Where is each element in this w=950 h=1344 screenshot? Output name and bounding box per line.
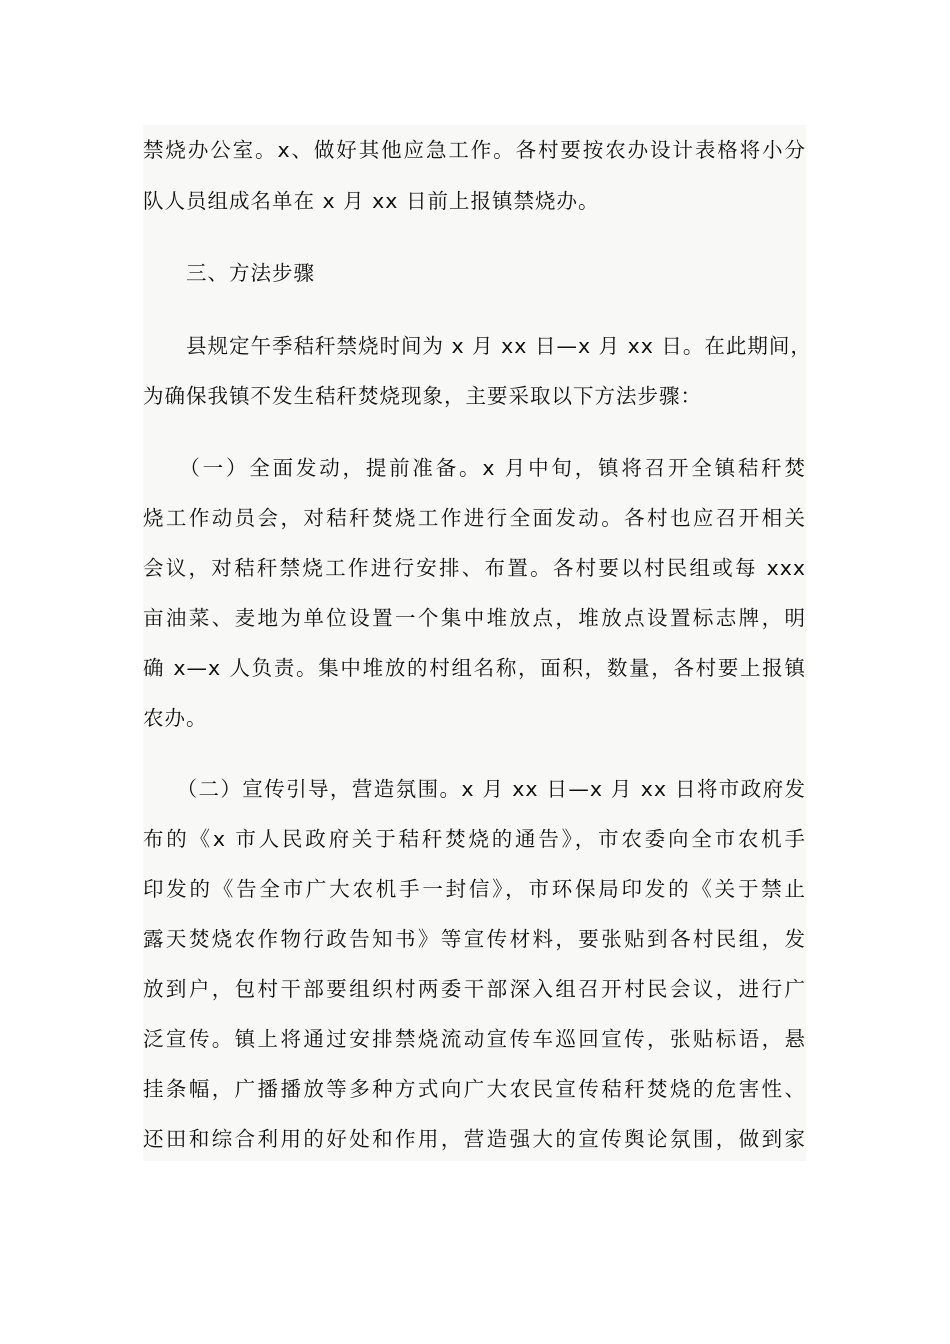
body-text-line: 亩油菜、麦地为单位设置一个集中堆放点，堆放点设置标志牌，明: [143, 606, 806, 630]
section-heading: 三、方法步骤: [143, 261, 315, 285]
body-text-line: 会议，对秸秆禁烧工作进行安排、布置。各村要以村民组或每 xxx: [143, 556, 806, 580]
body-text-line: 泛宣传。镇上将通过安排禁烧流动宣传车巡回宣传，张贴标语，悬: [143, 1027, 806, 1051]
body-text-line: 农办。: [143, 706, 208, 730]
document-page: [143, 125, 812, 1161]
body-text-line: 放到户，包村干部要组织村两委干部深入组召开村民会议，进行广: [143, 977, 806, 1001]
body-text-line: 县规定午季秸秆禁烧时间为 x 月 xx 日—x 月 xx 日。在此期间，: [143, 334, 812, 358]
body-text-line: 还田和综合利用的好处和作用，营造强大的宣传舆论氛围，做到家: [143, 1127, 806, 1151]
body-text-line: 确 x—x 人负责。集中堆放的村组名称，面积，数量，各村要上报镇: [143, 656, 806, 680]
body-text-line: 禁烧办公室。x、做好其他应急工作。各村要按农办设计表格将小分: [143, 138, 806, 162]
body-text-line: 挂条幅，广播播放等多种方式向广大农民宣传秸秆焚烧的危害性、: [143, 1077, 806, 1101]
body-text-line: （一）全面发动，提前准备。x 月中旬，镇将召开全镇秸秆焚: [143, 456, 806, 480]
body-text-line: 队人员组成名单在 x 月 xx 日前上报镇禁烧办。: [143, 189, 600, 213]
body-text-line: 印发的《告全市广大农机手一封信》，市环保局印发的《关于禁止: [143, 877, 806, 901]
body-text-line: 为确保我镇不发生秸秆焚烧现象，主要采取以下方法步骤：: [143, 384, 702, 408]
body-text-line: 露天焚烧农作物行政告知书》等宣传材料，要张贴到各村民组，发: [143, 927, 806, 951]
body-text-line: 烧工作动员会，对秸秆焚烧工作进行全面发动。各村也应召开相关: [143, 506, 806, 530]
body-text-line: 布的《x 市人民政府关于秸秆焚烧的通告》，市农委向全市农机手: [143, 827, 806, 851]
body-text-line: （二）宣传引导，营造氛围。x 月 xx 日—x 月 xx 日将市政府发: [143, 777, 806, 801]
